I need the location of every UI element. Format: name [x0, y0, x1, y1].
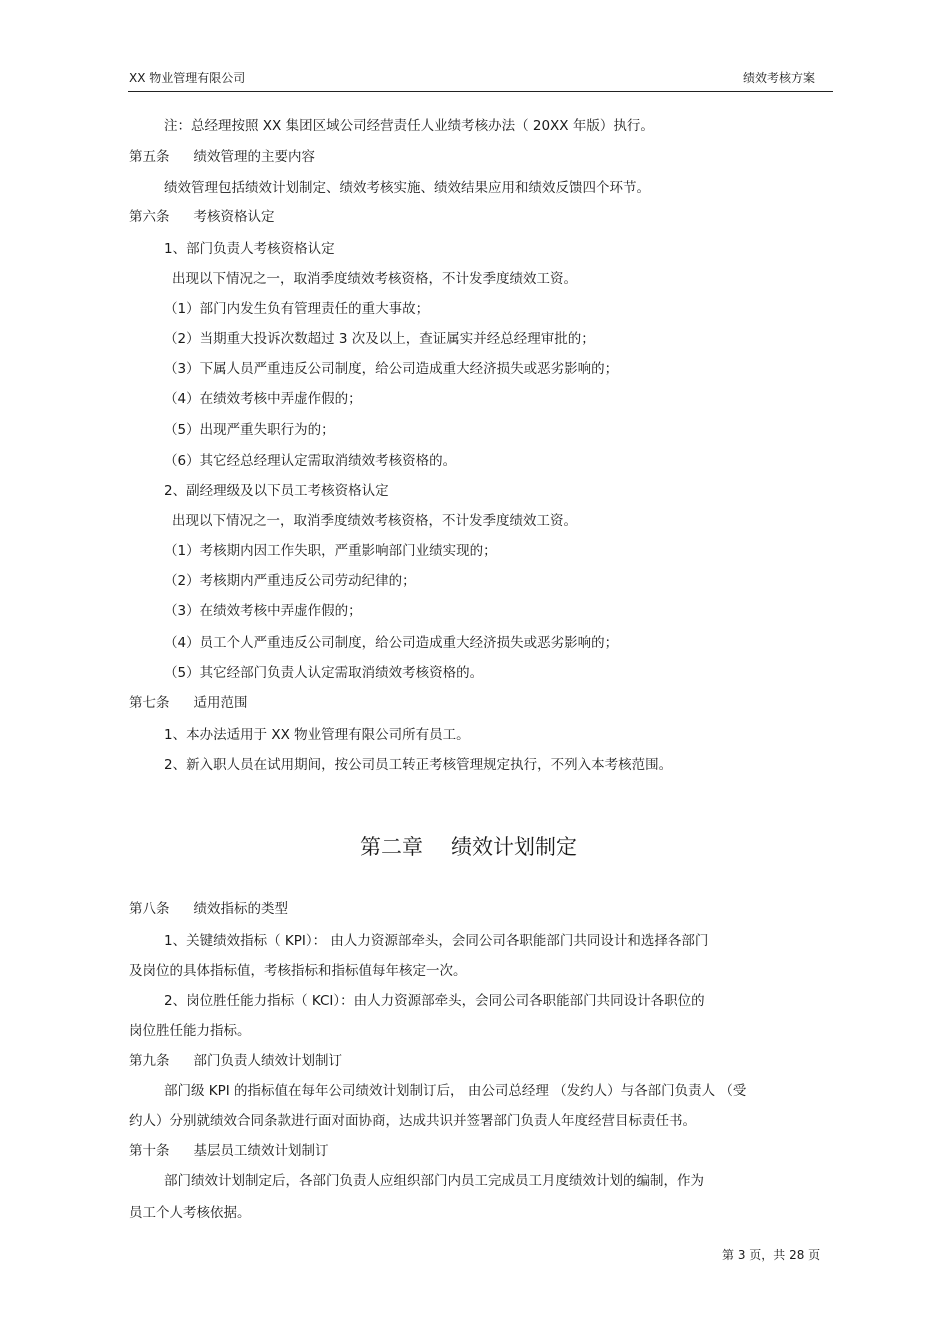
list-item: （3）下属人员严重违反公司制度，给公司造成重大经济损失或恶劣影响的； [164, 361, 619, 377]
chapter-heading [360, 831, 577, 861]
article-number: 第九条 [129, 1053, 170, 1069]
article-number: 第十条 [129, 1143, 170, 1159]
article-number: 第八条 [129, 901, 170, 917]
paragraph: 出现以下情况之一，取消季度绩效考核资格，不计发季度绩效工资。 [172, 271, 577, 287]
list-item: 2、新入职人员在试用期间，按公司员工转正考核管理规定执行，不列入本考核范围。 [164, 757, 673, 773]
list-item: （1）部门内发生负有管理责任的重大事故； [164, 301, 430, 317]
header-company: XX 物业管理有限公司 [129, 71, 246, 85]
list-item: （5）其它经部门负责人认定需取消绩效考核资格的。 [164, 665, 484, 681]
note-line: 注：总经理按照 XX 集团区域公司经营责任人业绩考核办法（ 20XX 年版）执行。 [164, 118, 654, 134]
list-item: （3）在绩效考核中弄虚作假的； [164, 603, 362, 619]
header-doc-title: 绩效考核方案 [743, 71, 816, 85]
article-number: 第五条 [129, 149, 170, 165]
article-heading [129, 145, 315, 165]
article-title: 绩效指标的类型 [193, 901, 288, 917]
subsection-heading: 1、部门负责人考核资格认定 [164, 241, 335, 257]
paragraph: 2、岗位胜任能力指标（ KCI）：由人力资源部牵头，会同公司各职能部门共同设计各职位的 [164, 993, 705, 1009]
list-item: （2）考核期内严重违反公司劳动纪律的； [164, 573, 416, 589]
article-heading [129, 897, 288, 917]
subsection-heading: 2、副经理级及以下员工考核资格认定 [164, 483, 389, 499]
chapter-title: 绩效计划制定 [451, 835, 577, 859]
paragraph: 部门级 KPI 的指标值在每年公司绩效计划制订后， 由公司总经理 （发约人）与各部门负责人 （受 [164, 1083, 747, 1099]
article-heading [129, 1139, 329, 1159]
article-number: 第六条 [129, 209, 170, 225]
paragraph: 1、关键绩效指标（ KPI）： 由人力资源部牵头，会同公司各职能部门共同设计和选择各部门 [164, 933, 709, 949]
list-item: （5）出现严重失职行为的； [164, 422, 335, 438]
chapter-number: 第二章 [360, 835, 423, 859]
paragraph: 岗位胜任能力指标。 [129, 1023, 251, 1039]
list-item: 1、本办法适用于 XX 物业管理有限公司所有员工。 [164, 727, 470, 743]
article-title: 绩效管理的主要内容 [193, 149, 315, 165]
paragraph: 及岗位的具体指标值，考核指标和指标值每年核定一次。 [129, 963, 467, 979]
article-title: 部门负责人绩效计划制订 [193, 1053, 342, 1069]
paragraph: 绩效管理包括绩效计划制定、绩效考核实施、绩效结果应用和绩效反馈四个环节。 [164, 180, 650, 196]
header-divider [128, 91, 833, 92]
page-number: 第 3 页，共 28 页 [722, 1248, 821, 1262]
paragraph: 部门绩效计划制定后，各部门负责人应组织部门内员工完成员工月度绩效计划的编制，作为 [164, 1173, 704, 1189]
article-heading [129, 1049, 342, 1069]
list-item: （1）考核期内因工作失职，严重影响部门业绩实现的； [164, 543, 497, 559]
list-item: （4）在绩效考核中弄虚作假的； [164, 391, 362, 407]
list-item: （2）当期重大投诉次数超过 3 次及以上，查证属实并经总经理审批的； [164, 331, 595, 347]
paragraph: 约人）分别就绩效合同条款进行面对面协商，达成共识并签署部门负责人年度经营目标责任书。 [129, 1113, 696, 1129]
article-heading [129, 205, 275, 225]
article-heading [129, 691, 248, 711]
article-title: 适用范围 [193, 695, 248, 711]
paragraph: 出现以下情况之一，取消季度绩效考核资格，不计发季度绩效工资。 [172, 513, 577, 529]
paragraph: 员工个人考核依据。 [129, 1205, 251, 1221]
article-number: 第七条 [129, 695, 170, 711]
article-title: 基层员工绩效计划制订 [193, 1143, 329, 1159]
article-title: 考核资格认定 [193, 209, 275, 225]
list-item: （4）员工个人严重违反公司制度，给公司造成重大经济损失或恶劣影响的； [164, 635, 619, 651]
list-item: （6）其它经总经理认定需取消绩效考核资格的。 [164, 453, 457, 469]
